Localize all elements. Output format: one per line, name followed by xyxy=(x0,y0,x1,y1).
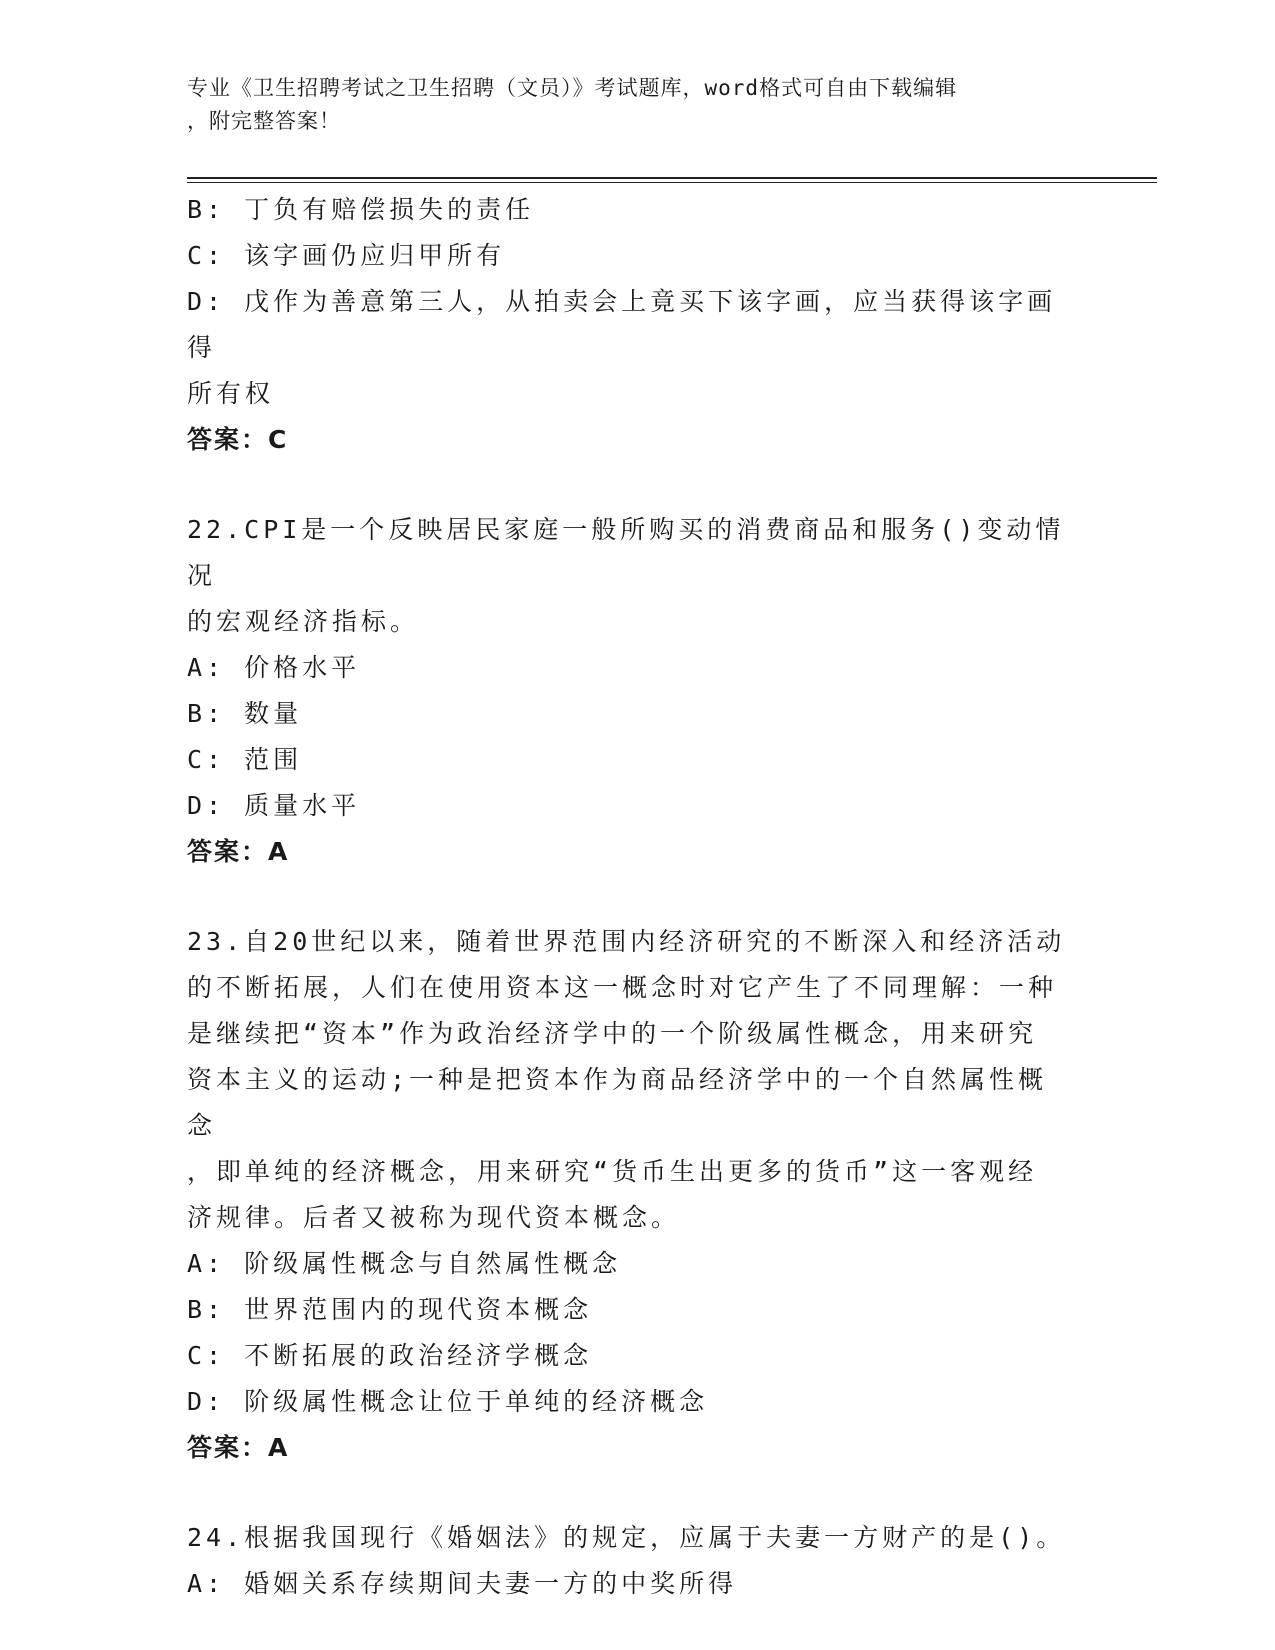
option-d-continuation: 所有权 xyxy=(187,379,275,408)
option-b: B: 世界范围内的现代资本概念 xyxy=(187,1295,593,1324)
question-stem: 23.自20世纪以来，随着世界范围内经济研究的不断深入和经济活动 xyxy=(187,927,1066,956)
option-c: C: 该字画仍应归甲所有 xyxy=(187,241,506,270)
question-stem-continuation: 济规律。后者又被称为现代资本概念。 xyxy=(187,1203,681,1232)
page-header xyxy=(187,72,1067,138)
question-stem-continuation: 的宏观经济指标。 xyxy=(187,607,420,636)
question-22 xyxy=(187,507,1067,875)
option-b: B: 数量 xyxy=(187,699,303,728)
spacer xyxy=(187,463,1067,507)
question-stem-continuation: 的不断拓展，人们在使用资本这一概念时对它产生了不同理解：一种 xyxy=(187,973,1058,1002)
question-stem-continuation: 是继续把“资本”作为政治经济学中的一个阶级属性概念，用来研究 xyxy=(187,1019,1038,1048)
spacer xyxy=(187,1471,1067,1515)
option-d: D: 质量水平 xyxy=(187,791,361,820)
option-d: D: 戊作为善意第三人，从拍卖会上竟买下该字画，应当获得该字画得 xyxy=(187,287,1057,362)
answer: 答案：A xyxy=(187,837,290,866)
option-a: A: 婚姻关系存续期间夫妻一方的中奖所得 xyxy=(187,1569,738,1598)
question-stem-continuation: ，即单纯的经济概念，用来研究“货币生出更多的货币”这一客观经 xyxy=(187,1157,1038,1186)
header-line-1: 专业《卫生招聘考试之卫生招聘（文员）》考试题库，word格式可自由下载编辑 xyxy=(187,76,958,100)
header-divider xyxy=(187,177,1157,183)
answer: 答案：C xyxy=(187,425,289,454)
question-stem: 24.根据我国现行《婚姻法》的规定，应属于夫妻一方财产的是()。 xyxy=(187,1523,1066,1552)
header-line-2: ，附完整答案！ xyxy=(187,109,341,133)
question-24 xyxy=(187,1515,1067,1607)
question-stem: 22.CPI是一个反映居民家庭一般所购买的消费商品和服务()变动情况 xyxy=(187,515,1065,590)
option-a: A: 价格水平 xyxy=(187,653,361,682)
option-b: B: 丁负有赔偿损失的责任 xyxy=(187,195,535,224)
question-stem-continuation: 资本主义的运动;一种是把资本作为商品经济学中的一个自然属性概念 xyxy=(187,1065,1048,1140)
option-a: A: 阶级属性概念与自然属性概念 xyxy=(187,1249,622,1278)
question-21-tail xyxy=(187,187,1067,463)
spacer xyxy=(187,875,1067,919)
option-c: C: 范围 xyxy=(187,745,303,774)
option-d: D: 阶级属性概念让位于单纯的经济概念 xyxy=(187,1387,709,1416)
document-body xyxy=(187,187,1067,1607)
question-23 xyxy=(187,919,1067,1471)
option-c: C: 不断拓展的政治经济学概念 xyxy=(187,1341,593,1370)
answer: 答案：A xyxy=(187,1433,290,1462)
